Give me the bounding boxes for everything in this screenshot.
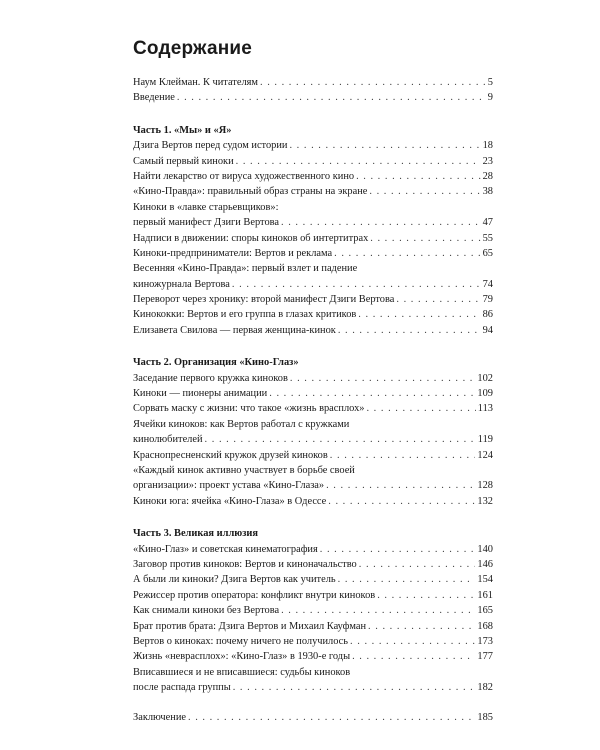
- toc-entry: [133, 542, 493, 557]
- entry-title: Введение: [133, 92, 175, 104]
- leader-dots: [289, 138, 480, 153]
- toc-entry: [133, 292, 493, 307]
- leader-dots: [236, 154, 481, 169]
- toc-entry: [133, 154, 493, 169]
- leader-dots: [205, 432, 476, 447]
- page-number: 65: [482, 247, 493, 259]
- entry-title: Елизавета Свилова — первая женщина-кинок: [133, 324, 336, 336]
- leader-dots: [330, 448, 476, 463]
- part-heading: Часть 3. Великая иллюзия: [133, 528, 258, 540]
- leader-dots: [269, 386, 475, 401]
- entry-title: «Кино-Глаз» и советская кинематография: [133, 543, 318, 555]
- page-number: 177: [477, 651, 493, 663]
- leader-dots: [352, 649, 475, 664]
- toc-entry: [133, 448, 493, 463]
- page-number: 154: [477, 574, 493, 586]
- leader-dots: [320, 542, 476, 557]
- page-number: 165: [477, 605, 493, 617]
- entry-title: кинолюбителей: [133, 434, 203, 446]
- page-number: 18: [482, 140, 493, 152]
- toc-entry: [133, 90, 493, 105]
- entry-title: Вертов о киноках: почему ничего не получилось: [133, 635, 349, 647]
- page-number: 161: [477, 589, 493, 601]
- page-title: Содержание: [133, 38, 253, 59]
- entry-title: Жизнь «неврасплох»: «Кино-Глаз» в 1930-е годы: [133, 651, 351, 663]
- entry-title-line: «Каждый кинок активно участвует в борьбе своей: [133, 464, 355, 476]
- entry-title: Сорвать маску с жизни: что такое «жизнь врасплох»: [133, 403, 365, 415]
- page-number: 119: [477, 434, 493, 446]
- page-number: 94: [482, 324, 493, 336]
- leader-dots: [232, 277, 481, 292]
- page-number: 182: [477, 682, 493, 694]
- entry-title: Кинококки: Вертов и его группа в глазах критиков: [133, 309, 357, 321]
- toc-entry: [133, 572, 493, 587]
- leader-dots: [338, 323, 481, 338]
- part-heading: Часть 2. Организация «Кино-Глаз»: [133, 357, 299, 369]
- entry-title: Найти лекарство от вируса художественного кино: [133, 170, 355, 182]
- table-of-contents: [133, 75, 493, 726]
- toc-entry: [133, 307, 493, 322]
- leader-dots: [338, 572, 476, 587]
- page-number: 109: [477, 388, 493, 400]
- page-number: 23: [482, 155, 493, 167]
- page-number: 185: [477, 712, 493, 724]
- entry-title: Киноки — пионеры анимации: [133, 388, 268, 400]
- entry-title: после распада группы: [133, 682, 231, 694]
- toc-entry: [133, 401, 493, 416]
- leader-dots: [370, 231, 480, 246]
- toc-entry: [133, 494, 493, 509]
- entry-title-line: Киноки в «лавке старьевщиков»:: [133, 201, 279, 213]
- entry-title: Наум Клейман. К читателям: [133, 77, 258, 88]
- entry-title: Дзига Вертов перед судом истории: [133, 140, 288, 152]
- toc-entry: [133, 680, 493, 695]
- leader-dots: [366, 401, 475, 416]
- toc-entry: [133, 603, 493, 618]
- toc-entry: [133, 386, 493, 401]
- leader-dots: [358, 307, 480, 322]
- leader-dots: [334, 246, 480, 261]
- toc-entry: [133, 588, 493, 603]
- entry-title: Режиссер против оператора: конфликт внутри киноков: [133, 589, 376, 601]
- page-number: 86: [482, 309, 493, 321]
- section-gap: [133, 695, 493, 710]
- page-number: 74: [482, 278, 493, 290]
- page-number: 132: [477, 495, 493, 507]
- entry-title: «Кино-Правда»: правильный образ страны на экране: [133, 186, 368, 198]
- entry-title: киножурнала Вертова: [133, 278, 230, 290]
- leader-dots: [350, 634, 475, 649]
- toc-entry: [133, 75, 493, 90]
- entry-title: А были ли киноки? Дзига Вертов как учитель: [133, 574, 336, 586]
- entry-title: Заседание первого кружка киноков: [133, 372, 288, 384]
- leader-dots: [326, 478, 475, 493]
- leader-dots: [328, 494, 475, 509]
- page-number: 55: [482, 232, 493, 244]
- toc-entry: [133, 138, 493, 153]
- page-number: 113: [477, 403, 493, 415]
- leader-dots: [233, 680, 476, 695]
- entry-title: Самый первый киноки: [133, 155, 234, 167]
- page-number: 5: [487, 77, 493, 88]
- leader-dots: [188, 710, 475, 725]
- toc-entry: [133, 649, 493, 664]
- entry-title: Заключение: [133, 712, 186, 724]
- entry-title: Переворот через хронику: второй манифест Дзиги Вертова: [133, 294, 395, 306]
- entry-title: Киноки юга: ячейка «Кино-Глаза» в Одессе: [133, 495, 327, 507]
- page-number: 168: [477, 620, 493, 632]
- page-number: 38: [482, 186, 493, 198]
- toc-entry: [133, 557, 493, 572]
- part-heading: Часть 1. «Мы» и «Я»: [133, 124, 232, 136]
- toc-entry: [133, 432, 493, 447]
- leader-dots: [290, 371, 476, 386]
- entry-title-line: Весенняя «Кино-Правда»: первый взлет и падение: [133, 263, 358, 275]
- page-number: 102: [477, 372, 493, 384]
- page-number: 28: [482, 170, 493, 182]
- entry-title: организации»: проект устава «Кино-Глаза»: [133, 480, 325, 492]
- entry-title: Надписи в движении: споры киноков об интертитрах: [133, 232, 369, 244]
- leader-dots: [260, 75, 486, 90]
- toc-entry: [133, 277, 493, 292]
- leader-dots: [359, 557, 476, 572]
- entry-title: Как снимали киноки без Вертова: [133, 605, 280, 617]
- page-number: 124: [477, 449, 493, 461]
- leader-dots: [177, 90, 486, 105]
- page-number: 47: [482, 217, 493, 229]
- page-number: 79: [482, 294, 493, 306]
- toc-entry: [133, 371, 493, 386]
- toc-entry: [133, 619, 493, 634]
- entry-title: Краснопресненский кружок друзей киноков: [133, 449, 328, 461]
- page-number: 173: [477, 635, 493, 647]
- leader-dots: [396, 292, 480, 307]
- page-number: 140: [477, 543, 493, 555]
- leader-dots: [281, 603, 475, 618]
- page-number: 146: [477, 558, 493, 570]
- entry-title: первый манифест Дзиги Вертова: [133, 217, 280, 229]
- leader-dots: [356, 169, 481, 184]
- toc-entry: [133, 169, 493, 184]
- leader-dots: [369, 184, 480, 199]
- entry-title-line: Вписавшиеся и не вписавшиеся: судьбы киноков: [133, 666, 351, 678]
- leader-dots: [377, 588, 475, 603]
- entry-title-line: Ячейки киноков: как Вертов работал с кружками: [133, 418, 350, 430]
- toc-entry: [133, 215, 493, 230]
- entry-title: Киноки-предприниматели: Вертов и реклама: [133, 247, 333, 259]
- toc-entry: [133, 478, 493, 493]
- toc-entry: [133, 323, 493, 338]
- entry-title: Заговор против киноков: Вертов и киноначальство: [133, 558, 357, 570]
- toc-entry: [133, 710, 493, 725]
- page-number: 9: [487, 92, 493, 104]
- leader-dots: [281, 215, 481, 230]
- entry-title: Брат против брата: Дзига Вертов и Михаил Кауфман: [133, 620, 367, 632]
- toc-entry: [133, 231, 493, 246]
- toc-entry: [133, 184, 493, 199]
- toc-entry: [133, 246, 493, 261]
- page-number: 128: [477, 480, 493, 492]
- leader-dots: [368, 619, 475, 634]
- toc-entry: [133, 634, 493, 649]
